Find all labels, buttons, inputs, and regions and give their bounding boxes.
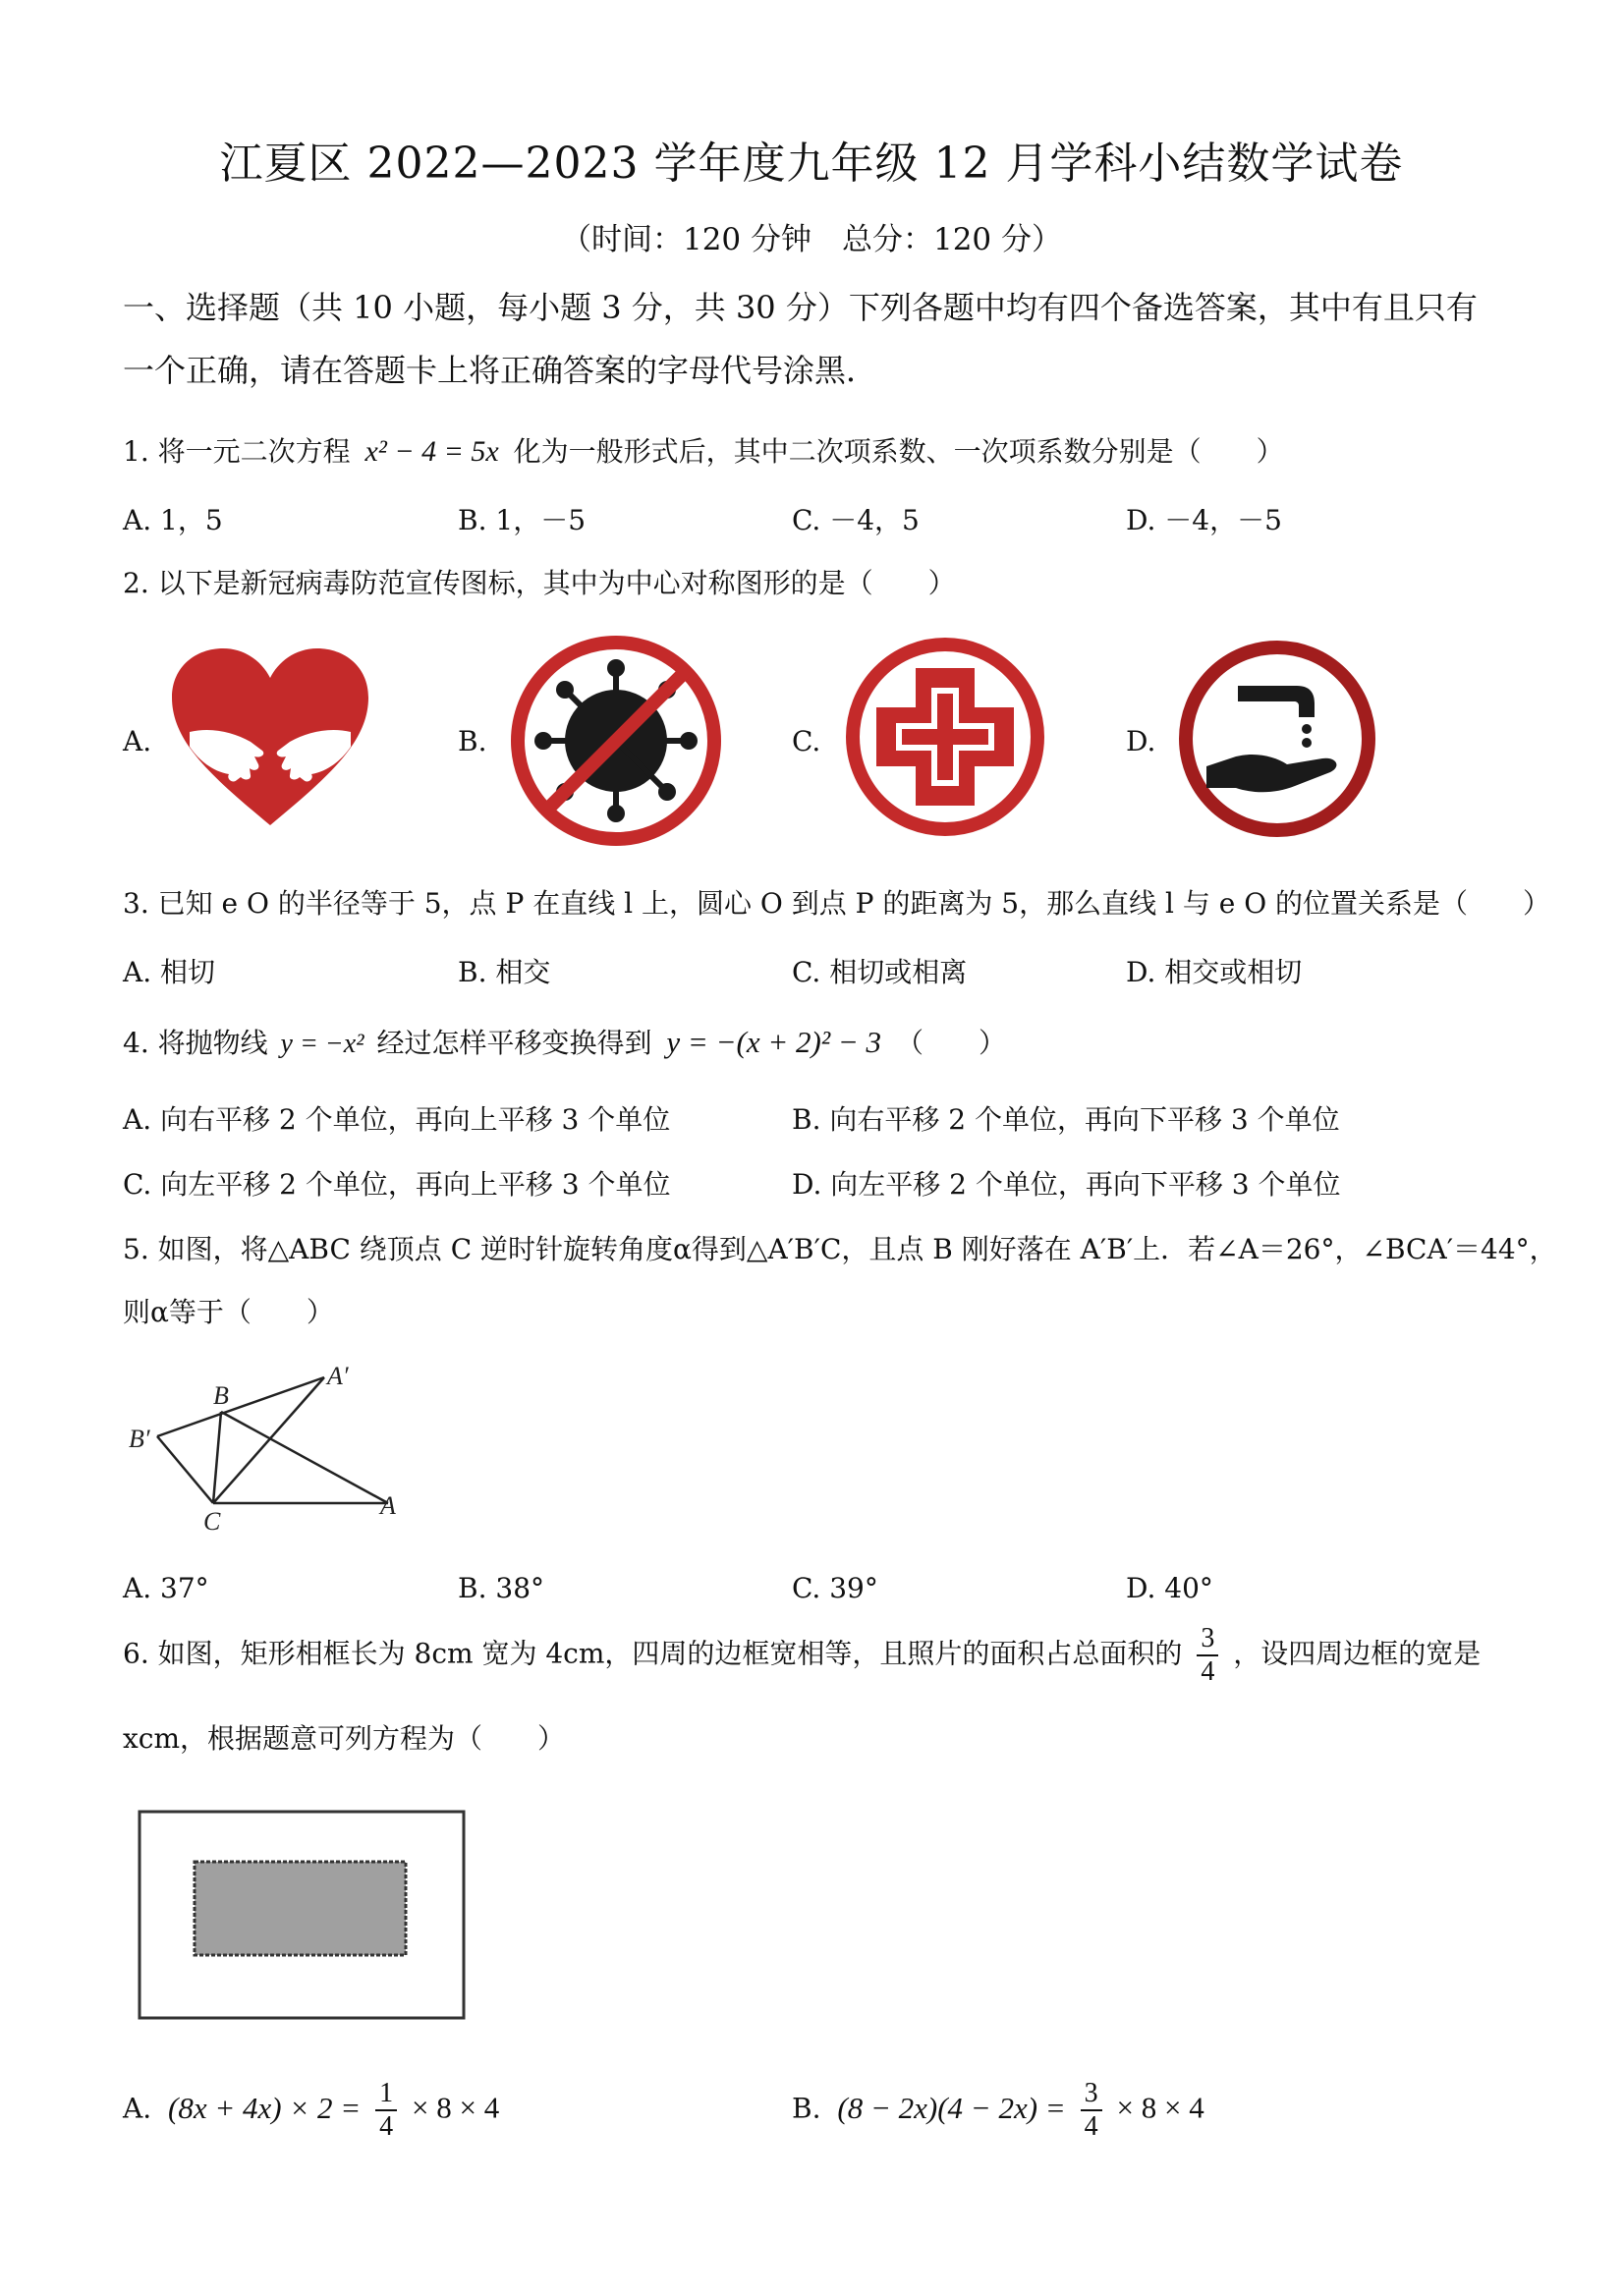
q4-middle: 经过怎样平移变换得到 — [376, 1027, 652, 1059]
hand-wash-icon — [1177, 639, 1378, 840]
q5-option-b: B. 38° — [458, 1572, 545, 1604]
q6-option-a-equation: (8x + 4x) × 2 = — [168, 2090, 362, 2125]
q2-label-c: C. — [792, 725, 821, 757]
q6-fraction-numerator: 3 — [1197, 1623, 1218, 1656]
figure-label-a: A — [380, 1491, 396, 1520]
q6-option-b — [792, 2078, 1204, 2143]
q2-label-d: D. — [1126, 725, 1156, 757]
q4-equation-2: y = −(x + 2)² − 3 — [666, 1025, 882, 1059]
q5-option-c: C. 39° — [792, 1572, 878, 1604]
q6-option-b-tail: × 8 × 4 — [1116, 2090, 1204, 2125]
q6-option-a-denominator: 4 — [379, 2111, 394, 2142]
q4-suffix: （ ） — [895, 1027, 1006, 1059]
q4-prefix: 4. 将抛物线 — [123, 1027, 268, 1059]
figure-label-a-prime: A′ — [327, 1362, 349, 1390]
q1-option-a: A. 1，5 — [123, 504, 223, 536]
q6-option-a-numerator: 1 — [375, 2078, 397, 2111]
q3-option-b: B. 相交 — [458, 956, 551, 988]
q1-prefix: 1. 将一元二次方程 — [123, 435, 351, 468]
question-5-line2: 则α等于（ ） — [123, 1296, 334, 1328]
q6-suffix: ，设四周边框的宽是 — [1233, 1637, 1482, 1670]
figure-label-b-prime: B′ — [129, 1425, 150, 1453]
q4-option-b: B. 向右平移 2 个单位，再向下平移 3 个单位 — [792, 1103, 1340, 1136]
q6-fraction — [1197, 1623, 1218, 1688]
q6-fraction-denominator: 4 — [1201, 1656, 1215, 1687]
section-heading-line2: 一个正确，请在答题卡上将正确答案的字母代号涂黑． — [123, 352, 878, 389]
q6-option-a-label: A. — [123, 2092, 152, 2125]
q3-option-a: A. 相切 — [123, 956, 216, 988]
figure-label-c: C — [203, 1507, 221, 1533]
q1-option-c: C. －4，5 — [792, 504, 920, 536]
question-3: 3. 已知 e O 的半径等于 5，点 P 在直线 l 上，圆心 O 到点 P 的距离为 5，那么直线 l 与 e O 的位置关系是（ ） — [123, 887, 1551, 920]
q1-suffix: 化为一般形式后，其中二次项系数、一次项系数分别是（ ） — [513, 435, 1284, 468]
q6-option-b-numerator: 3 — [1081, 2078, 1102, 2111]
question-5-line1: 5. 如图，将△ABC 绕顶点 C 逆时针旋转角度α得到△A′B′C，且点 B 刚好落在 A′B′上．若∠A＝26°，∠BCA′＝44°， — [123, 1233, 1557, 1265]
q6-prefix: 6. 如图，矩形相框长为 8cm 宽为 4cm，四周的边框宽相等，且照片的面积占总面积的 — [123, 1637, 1183, 1670]
q4-option-a: A. 向右平移 2 个单位，再向上平移 3 个单位 — [123, 1103, 671, 1136]
q3-option-c: C. 相切或相离 — [792, 956, 968, 988]
question-1 — [123, 430, 1284, 470]
q6-option-b-fraction — [1081, 2078, 1102, 2143]
no-virus-icon — [509, 634, 723, 848]
q2-label-a: A. — [123, 725, 152, 757]
q5-option-d: D. 40° — [1126, 1572, 1213, 1604]
q5-option-a: A. 37° — [123, 1572, 209, 1604]
heart-hands-icon — [172, 648, 368, 830]
figure-label-b: B — [213, 1381, 229, 1410]
q6-option-b-equation: (8 − 2x)(4 − 2x) = — [837, 2090, 1066, 2125]
q6-option-b-label: B. — [792, 2092, 821, 2125]
q4-option-d: D. 向左平移 2 个单位，再向下平移 3 个单位 — [792, 1168, 1341, 1201]
question-6-line2: xcm，根据题意可列方程为（ ） — [123, 1722, 566, 1755]
q6-option-a-fraction — [375, 2078, 397, 2143]
question-6-line1 — [123, 1623, 1481, 1688]
q1-option-d: D. －4，－5 — [1126, 504, 1282, 536]
medical-cross-icon — [845, 637, 1046, 838]
q6-option-b-denominator: 4 — [1084, 2111, 1098, 2142]
section-heading-line1: 一、选择题（共 10 小题，每小题 3 分，共 30 分）下列各题中均有四个备选答案，其中有且只有 — [123, 289, 1478, 326]
question-4 — [123, 1022, 1006, 1061]
q2-label-b: B. — [458, 725, 487, 757]
q6-option-a-tail: × 8 × 4 — [412, 2090, 500, 2125]
q4-option-c: C. 向左平移 2 个单位，再向上平移 3 个单位 — [123, 1168, 671, 1201]
exam-subtitle: （时间：120 分钟 总分：120 分） — [560, 222, 1063, 257]
q3-option-d: D. 相交或相切 — [1126, 956, 1303, 988]
q1-option-b: B. 1，－5 — [458, 504, 587, 536]
page-title: 江夏区 2022—2023 学年度九年级 12 月学科小结数学试卷 — [219, 139, 1404, 189]
question-2: 2. 以下是新冠病毒防范宣传图标，其中为中心对称图形的是（ ） — [123, 567, 956, 599]
triangle-rotation-figure — [123, 1361, 418, 1533]
q1-equation: x² − 4 = 5x — [364, 435, 499, 468]
q4-equation-1: y = −x² — [280, 1029, 364, 1059]
photo-frame-figure — [136, 1808, 470, 2024]
q6-option-a — [123, 2078, 499, 2143]
